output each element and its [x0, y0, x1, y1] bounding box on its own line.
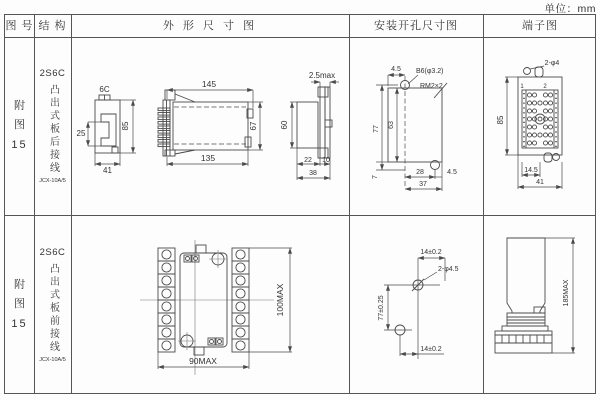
fig-char: 图	[14, 298, 25, 310]
dim-10: 10	[322, 157, 330, 164]
dim-25: 25	[76, 129, 86, 138]
fig-cell-row1	[5, 37, 34, 215]
hole-spec-label: 2-φ4.5	[438, 266, 459, 273]
dim-90max: 90MAX	[189, 356, 217, 366]
dim-85: 85	[496, 115, 505, 125]
dim-85: 85	[121, 121, 130, 131]
outline-drawing-front-wiring	[70, 213, 348, 395]
dim-2-5max: 2.5max	[308, 71, 336, 80]
dim-6c: 6C	[99, 85, 110, 94]
fig-char: 附	[14, 100, 25, 112]
hole-spec-label: B6(φ3.2)	[416, 68, 444, 75]
dim-4-5-top: 4.5	[391, 66, 401, 73]
fig-number: 15	[11, 318, 28, 330]
mounting-type: 凸出式板前接线	[47, 263, 59, 354]
dim-135: 135	[200, 153, 216, 163]
dim-14-top: 14±0.2	[420, 249, 442, 256]
dim-22: 22	[304, 157, 312, 164]
dim-100max: 100MAX	[275, 283, 285, 317]
terminal-diagram-rear	[482, 36, 598, 213]
thread-spec-label: RM2×2	[420, 83, 443, 90]
struct-cell-row2	[34, 215, 71, 395]
part-number: JCX-10A/5	[39, 178, 66, 184]
terminal-diagram-front	[482, 213, 598, 395]
dim-14-bottom: 14±0.2	[420, 346, 442, 353]
dim-185max: 185MAX	[563, 279, 570, 307]
dim-67: 67	[249, 121, 258, 131]
dim-63: 63	[388, 121, 395, 129]
fig-char: 附	[14, 279, 25, 291]
dim-41: 41	[103, 166, 112, 175]
right-terminal-column	[232, 248, 249, 352]
outline-drawing-rear-wiring	[70, 36, 348, 213]
header-mount: 安装开孔尺寸图	[374, 20, 458, 32]
relay-side-view	[158, 79, 263, 166]
terminal-col-1: 1	[520, 84, 524, 90]
dim-145: 145	[201, 79, 217, 89]
terminal-holes	[527, 93, 552, 145]
model-code: 2S6C	[39, 247, 66, 258]
side-bracket-view	[77, 85, 136, 175]
dim-60: 60	[280, 120, 289, 130]
panel-cutout-side-view	[280, 71, 339, 180]
mounting-hole-drawing-front	[348, 213, 482, 395]
header-terminal: 端子图	[522, 20, 558, 32]
fig-char: 图	[14, 119, 25, 131]
terminal-col-2: 2	[543, 84, 547, 90]
fig-cell-row2	[5, 215, 34, 395]
header-fig: 图 号	[5, 20, 34, 32]
dim-14-5: 14.5	[524, 167, 538, 174]
dim-41: 41	[536, 179, 544, 186]
hole-spec-label: 2-φ4	[544, 60, 560, 67]
dim-37: 37	[419, 181, 427, 188]
model-code: 2S6C	[39, 68, 66, 79]
dim-7: 7	[372, 175, 379, 179]
fig-number: 15	[11, 139, 28, 151]
left-terminal-column	[158, 248, 175, 352]
unit-label: 单位：mm	[544, 3, 596, 15]
dim-38: 38	[309, 170, 317, 177]
mounting-type: 凸出式板后接线	[47, 84, 59, 175]
dim-77: 77	[373, 125, 380, 133]
dim-77: 77±0.25	[378, 295, 385, 321]
header-outline: 外 形 尺 寸 图	[162, 20, 258, 32]
header-struct: 结 构	[38, 20, 67, 32]
part-number: JCX-10A/5	[39, 357, 66, 363]
dim-28: 28	[416, 169, 424, 176]
socket-terminal-ticks	[502, 335, 544, 343]
mounting-hole-drawing-rear	[348, 36, 482, 213]
struct-cell-row1	[34, 37, 71, 215]
dim-4-5-right: 4.5	[447, 169, 457, 176]
